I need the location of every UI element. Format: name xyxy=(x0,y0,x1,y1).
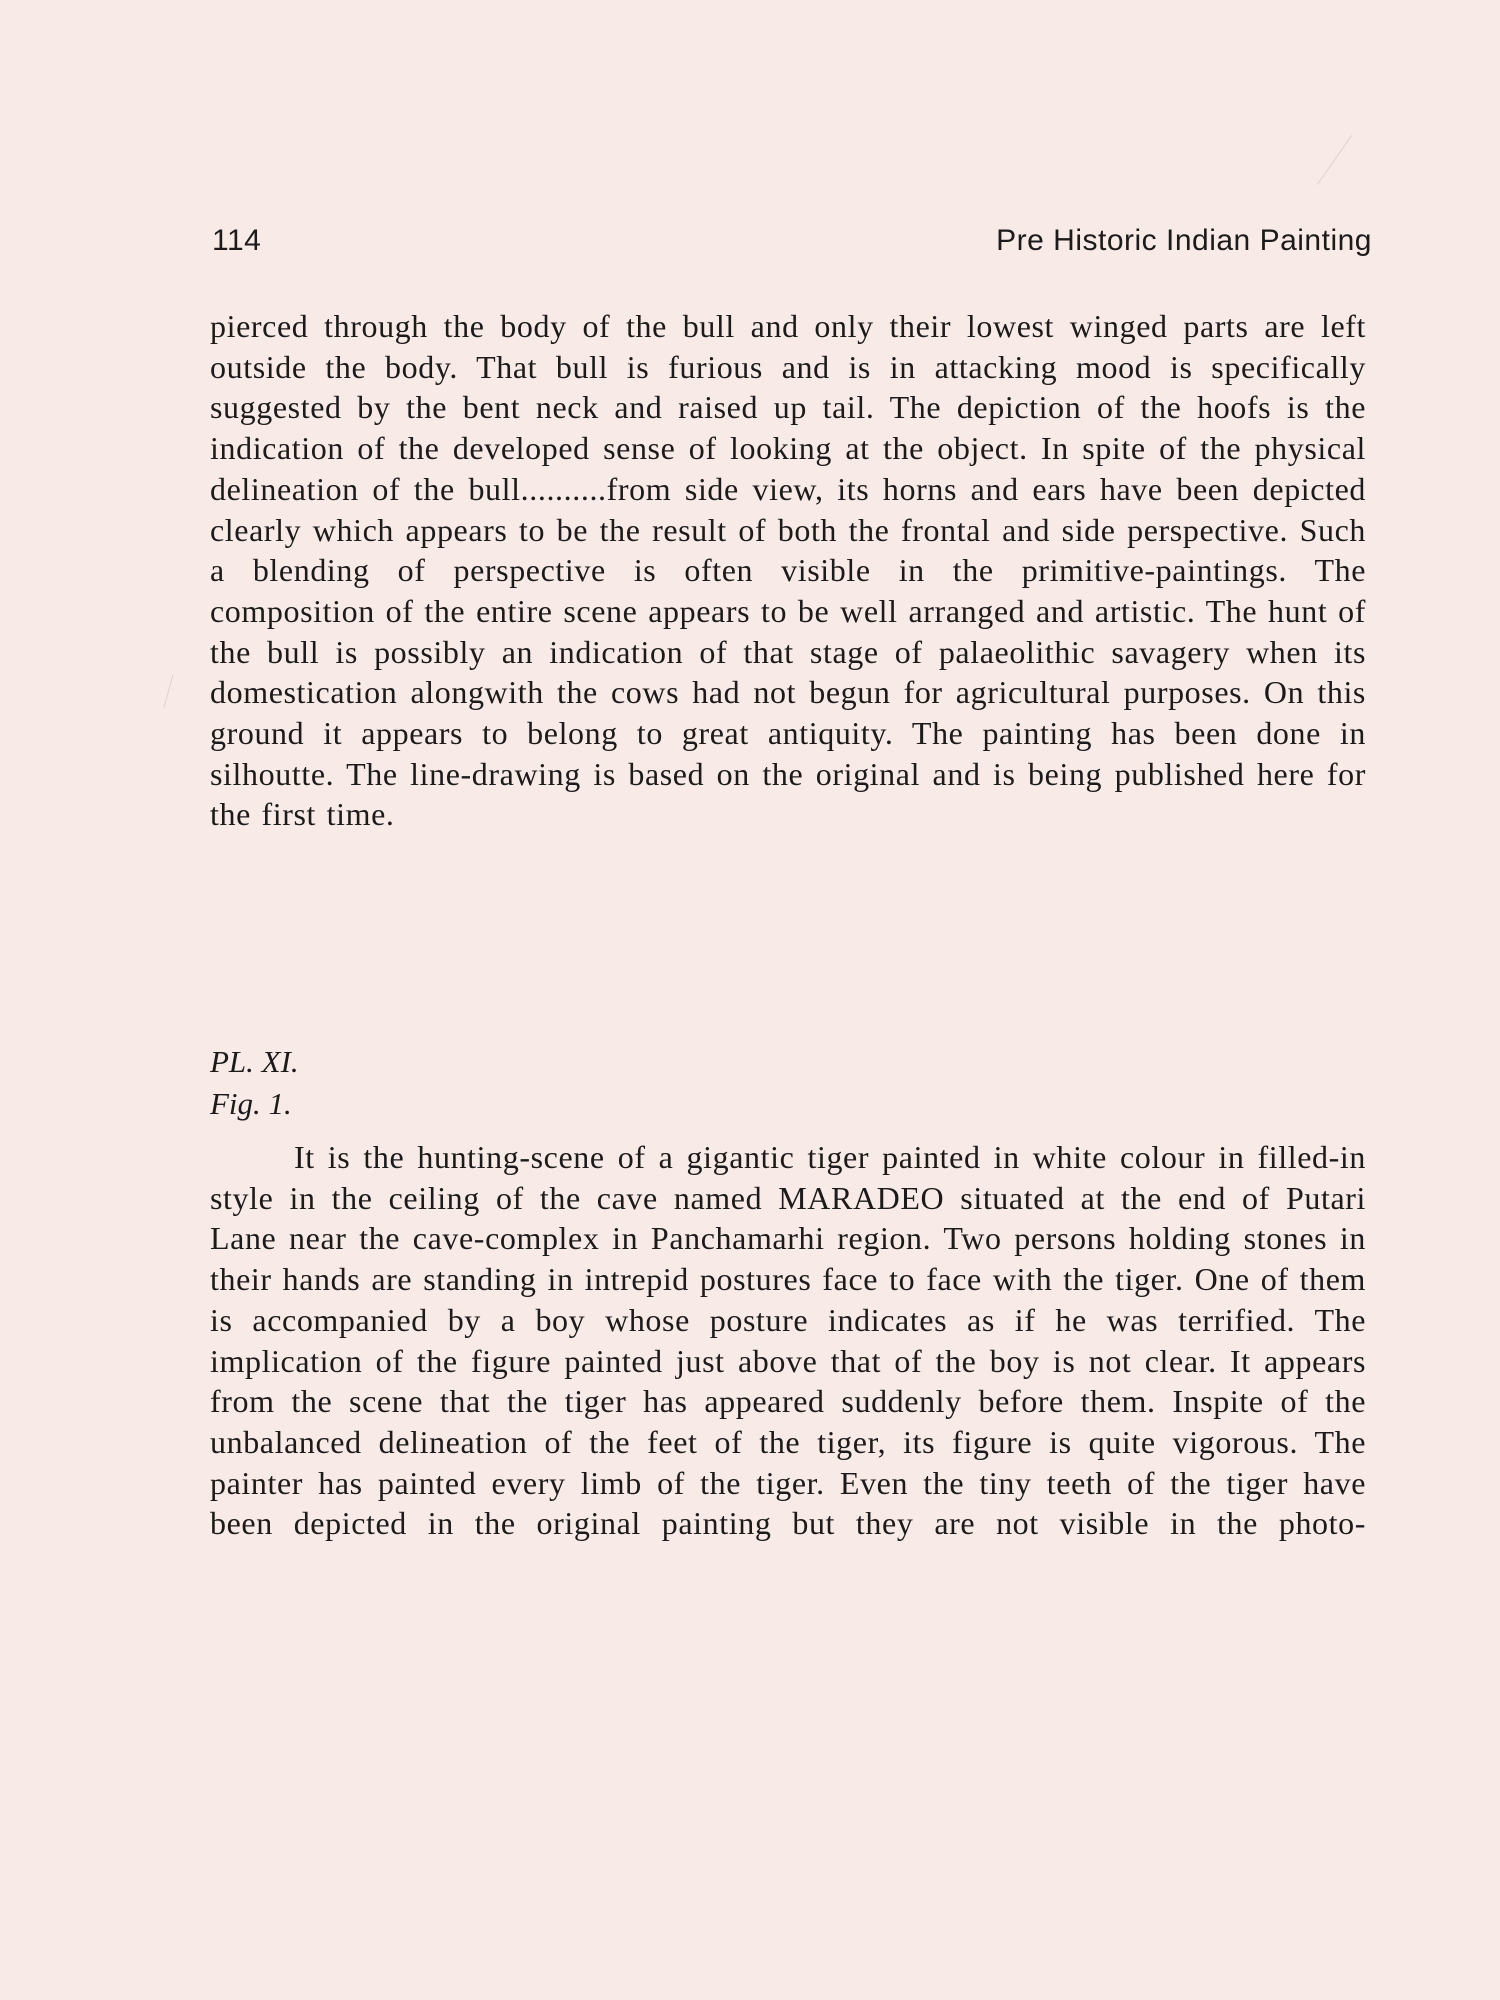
plate-label: PL. XI. xyxy=(210,1044,299,1079)
running-title: Pre Historic Indian Painting xyxy=(996,224,1372,257)
page-header xyxy=(212,224,1372,272)
paragraph-bull-description: pierced through the body of the bull and only their lowest winged parts are left outside the body. That bull is furious and is in attacking mood is specifically suggested by the bent neck and raised up tail. The depiction of the hoofs is the indication of the developed sense of looking at the object. In spite of the physical delineation of the bull..........from side view, its horns and ears have been depicted clearly which appears to be the result of both the frontal and side perspective. Such a blending of perspective is often visible in the primitive-paintings. The composition of the entire scene appears to be well arranged and artistic. The hunt of the bull is possibly an indication of that stage of palaeolithic savagery when its domestication alongwith the cows had not begun for agricultural purposes. On this ground it appears to belong to great antiquity. The painting has been done in silhoutte. The line-drawing is based on the original and is being published here for the first time. xyxy=(210,308,1366,833)
page-number: 114 xyxy=(212,224,262,257)
scan-mark xyxy=(164,674,174,707)
figure-label: Fig. 1. xyxy=(210,1086,292,1121)
scan-mark xyxy=(1317,135,1352,185)
paragraph-tiger-description: It is the hunting-scene of a gigantic tiger painted in white colour in filled-in style in the ceiling of the cave named MARADEO situated at the end of Putari Lane near the cave-complex in Panchamarhi region. Two persons holding stones in their hands are standing in intrepid postures face to face with the tiger. One of them is accompanied by a boy whose posture indicates as if he was terrified. The implication of the figure painted just above that of the boy is not clear. It appears from the scene that the tiger has appeared suddenly before them. Inspite of the unbalanced delineation of the feet of the tiger, its figure is quite vigorous. The painter has painted every limb of the tiger. Even the tiny teeth of the tiger have been depicted in the original painting but they are not visible in the photo- xyxy=(210,1139,1366,1542)
